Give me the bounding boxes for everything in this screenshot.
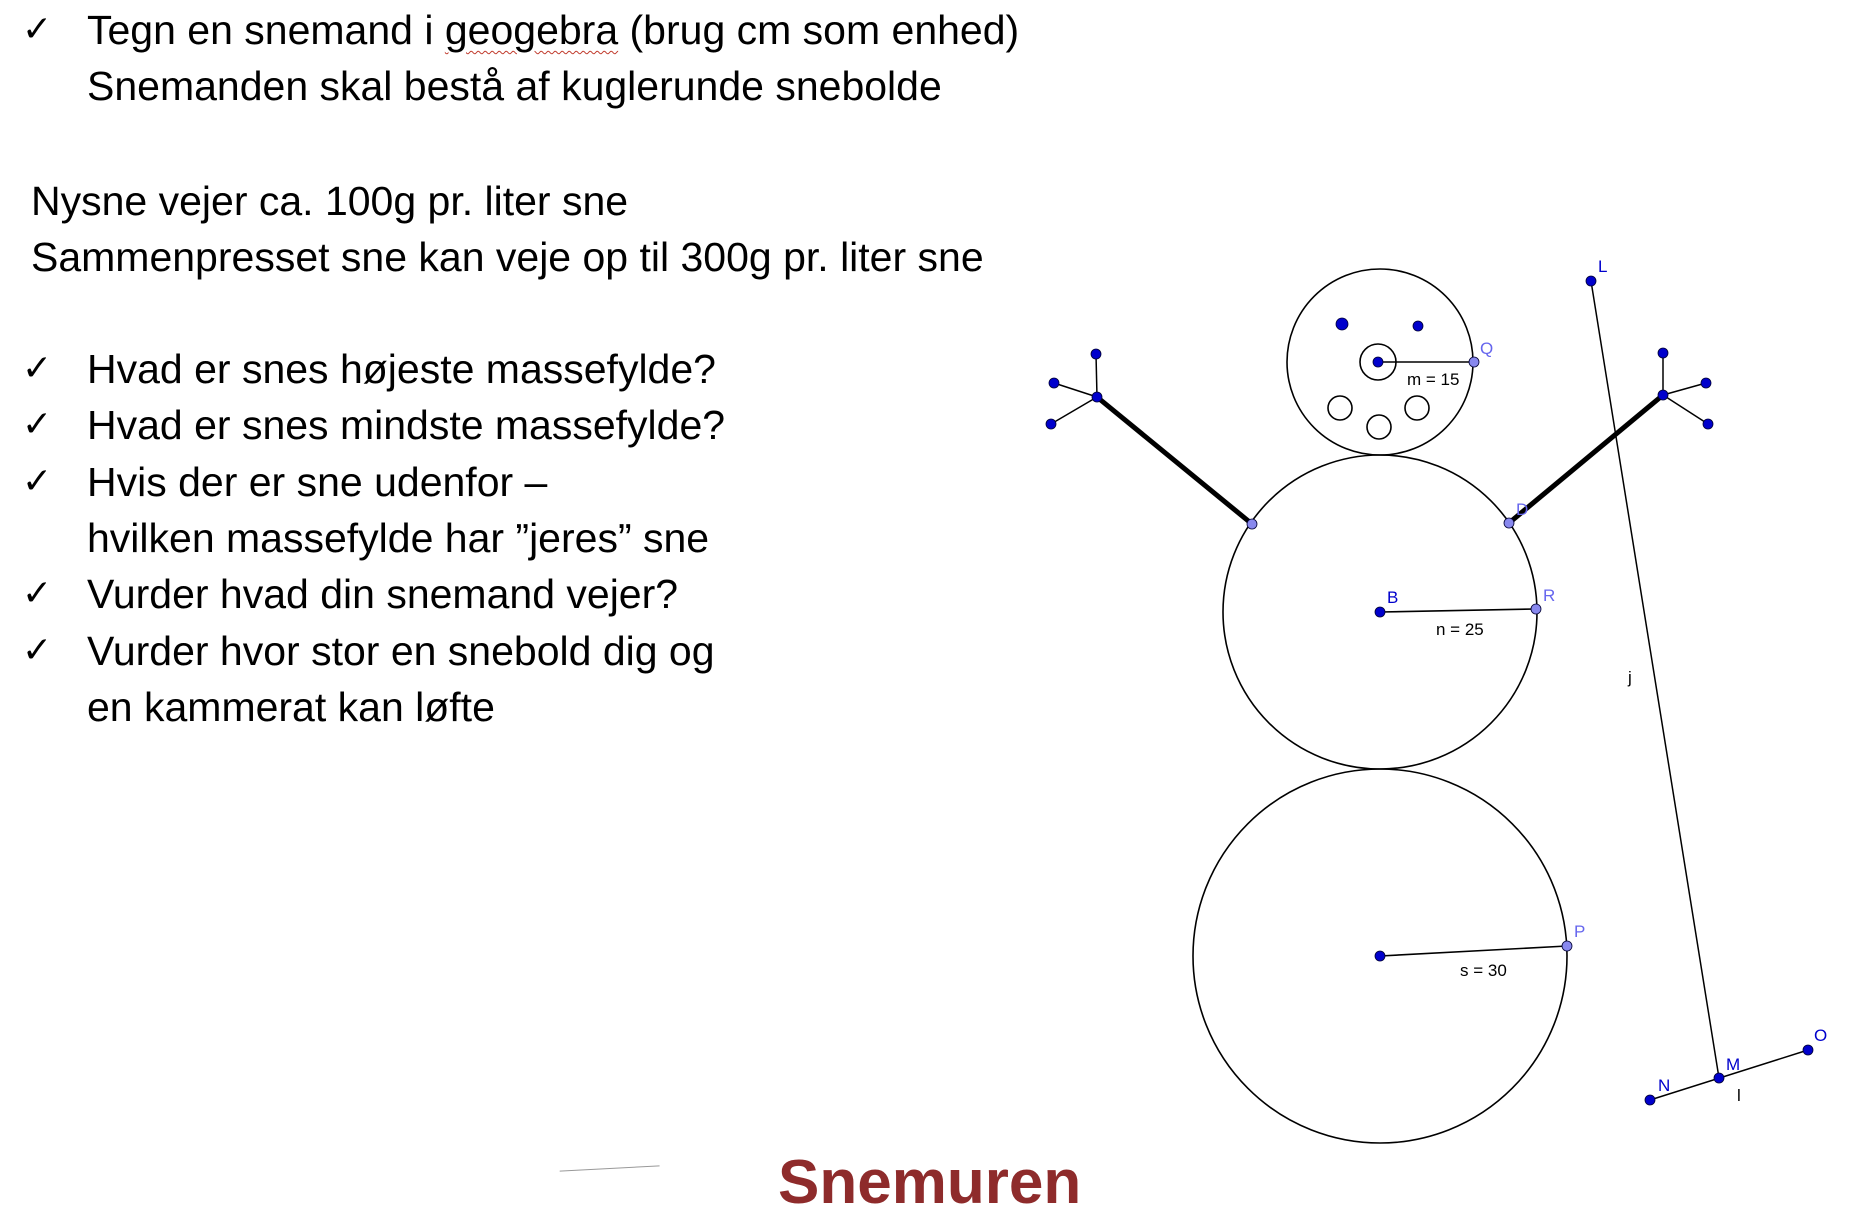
base-radius-segment [1380, 946, 1567, 956]
right-finger-3 [1663, 395, 1708, 424]
label-j: j [1628, 668, 1632, 687]
right-finger-point-2 [1701, 378, 1711, 388]
point-P [1562, 941, 1572, 951]
question-snowball-lift-continuation: en kammerat kan løfte [87, 684, 495, 730]
point-B [1375, 607, 1385, 617]
left-finger-1 [1054, 383, 1097, 397]
checkmark-icon: ✓ [22, 404, 53, 445]
checkmark-icon: ✓ [22, 573, 53, 614]
mouth-circle-right [1405, 396, 1429, 420]
point-Q [1469, 357, 1479, 367]
checkmark-icon: ✓ [22, 9, 53, 50]
left-hand-point [1092, 392, 1102, 402]
task-draw-snowman-continuation: Snemanden skal bestå af kuglerunde snebolde [87, 63, 942, 109]
point-R [1531, 604, 1541, 614]
label-D: D [1516, 500, 1529, 519]
task-text-part: Tegn en snemand i [87, 7, 445, 53]
checkmark-icon: ✓ [22, 461, 53, 502]
mouth-circle-middle [1367, 415, 1391, 439]
left-finger-point-2 [1091, 349, 1101, 359]
body-radius-segment [1380, 609, 1536, 612]
checkmark-icon: ✓ [22, 630, 53, 671]
right-hand-point [1658, 390, 1668, 400]
question-snowman-weight: Vurder hvad din snemand vejer? [87, 571, 679, 617]
body-radius-label: n = 25 [1436, 620, 1484, 639]
question-highest-density: Hvad er snes højeste massefylde? [87, 346, 716, 392]
right-finger-point-3 [1703, 419, 1713, 429]
point-L [1586, 276, 1596, 286]
label-O: O [1814, 1026, 1828, 1045]
label-P: P [1574, 922, 1586, 941]
head-radius-label: m = 15 [1407, 370, 1460, 389]
label-B: B [1387, 588, 1399, 607]
right-finger-point-1 [1658, 348, 1668, 358]
left-finger-point-1 [1049, 378, 1059, 388]
label-L: L [1598, 257, 1608, 276]
label-M: M [1726, 1055, 1741, 1074]
label-N: N [1658, 1076, 1671, 1095]
question-outside-snow: Hvis der er sne udenfor – [87, 459, 548, 505]
base-center-point [1375, 951, 1385, 961]
spellcheck-word: geogebra [444, 7, 619, 53]
left-finger-2 [1096, 354, 1097, 397]
point-M [1714, 1073, 1724, 1083]
mouth-circle-left [1328, 396, 1352, 420]
left-finger-3 [1051, 397, 1097, 424]
footer-heading-cutoff: Snemuren [778, 1148, 1082, 1217]
base-radius-label: s = 30 [1460, 961, 1507, 980]
question-outside-snow-continuation: hvilken massefylde har ”jeres” sne [87, 515, 710, 561]
right-arm [1509, 395, 1663, 523]
head-center-point [1373, 357, 1383, 367]
left-arm-base-point [1247, 519, 1257, 529]
question-snowball-lift: Vurder hvor stor en snebold dig og [87, 628, 715, 674]
point-N [1645, 1095, 1655, 1105]
label-R: R [1543, 586, 1556, 605]
label-Q: Q [1480, 339, 1494, 358]
left-arm [1097, 397, 1252, 524]
checkmark-icon: ✓ [22, 348, 53, 389]
info-compressed-snow: Sammenpresset sne kan veje op til 300g pr. liter sne [31, 234, 984, 280]
point-O [1803, 1045, 1813, 1055]
point-D [1504, 518, 1514, 528]
info-fresh-snow: Nysne vejer ca. 100g pr. liter sne [31, 178, 629, 224]
right-finger-2 [1663, 383, 1706, 395]
label-l: l [1737, 1086, 1741, 1105]
question-lowest-density: Hvad er snes mindste massefylde? [87, 402, 726, 448]
task-text-part: (brug cm som enhed) [618, 7, 1020, 53]
left-finger-point-3 [1046, 419, 1056, 429]
eye-left-point [1336, 318, 1348, 330]
eye-right-point [1413, 321, 1423, 331]
